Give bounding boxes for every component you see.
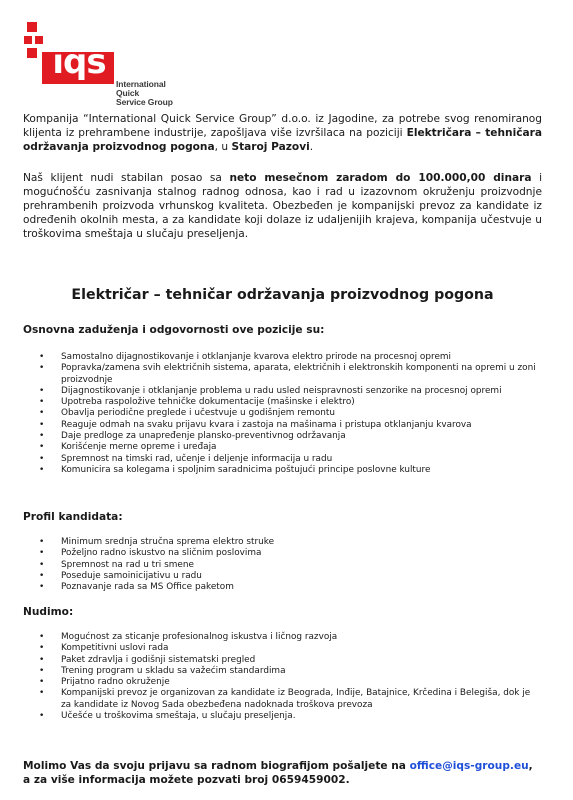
duties-heading: Osnovna zaduženja i odgovornosti ove pozicije su: (23, 324, 325, 336)
position-name: Električara – tehničara održavanja proizvodnog pogona (23, 127, 542, 154)
logo-caption (116, 80, 174, 107)
offer-list (23, 632, 542, 722)
list-item: • Samostalno dijagnostikovanje i otklanjanje kvarova elektro prirode na procesnoj opremi (23, 352, 542, 363)
logo-mark-text: iqs (52, 42, 106, 82)
footer-text: Molimo Vas da svoju prijavu sa radnom biografijom pošaljete na (23, 760, 410, 772)
list-item: • Obavlja periodične preglede i učestvuje u godišnjem remontu (23, 408, 542, 419)
document-body (23, 112, 543, 786)
list-item: • Trening program u skladu sa važećim standardima (23, 666, 542, 677)
email-link[interactable]: office@iqs-group.eu (409, 760, 529, 772)
duties-section (23, 324, 542, 476)
list-item: • Poseduje samoinicijativu u radu (23, 571, 542, 582)
list-item: • Spremnost na timski rad, učenje i deljenje informacija u radu (23, 454, 542, 465)
list-item: • Paket zdravlja i godišnji sistematski pregled (23, 655, 542, 666)
list-item: • Poželjno radno iskustvo na sličnim poslovima (23, 548, 542, 559)
profile-section (23, 511, 542, 593)
application-instructions (23, 760, 542, 787)
list-item: • Mogućnost za sticanje profesionalnog iskustva i ličnog razvoja (23, 632, 542, 643)
list-item: • Daje predloge za unapređenje plansko-preventivnog održavanja (23, 431, 542, 442)
list-item: • Korišćenje merne opreme i uređaja (23, 442, 542, 453)
list-item: • Komunicira sa kolegama i spoljnim saradnicima poštujući principe poslovne kulture (23, 465, 542, 476)
list-item: • Minimum srednja stručna sprema elektro struke (23, 537, 542, 548)
intro-paragraph-1 (23, 112, 542, 155)
intro-text: i mogućnošću zasnivanja stalnog radnog odnosa, kao i rad u izazovnom okruženju proizvodnje prehrambenih proizvoda vrhunskog kvaliteta. Obezbeđen je kompanijski prevoz za kandidate iz određenih okolnih mesta, a za kandidate koji dolaze iz udaljenijih krajeva, kompanija učestvuje u troškovima smeštaja u slučaju preseljenja. (23, 171, 543, 241)
list-item: • Poznavanje rada sa MS Office paketom (23, 582, 542, 593)
logo-caption-line2: Service Group (116, 97, 173, 107)
intro-text: Kompanija “International Quick Service Group” d.o.o. iz Jagodine, za potrebe svog renomiranog klijenta iz prehrambene industrije, zapošljava više izvršilaca na poziciji (23, 113, 542, 140)
job-title: Električar – tehničar održavanja proizvodnog pogona (71, 287, 494, 303)
company-logo (24, 22, 174, 107)
list-item: • Prijatno radno okruženje (23, 677, 542, 688)
salary-info: neto mesečnom zaradom do 100.000,00 dinara (229, 171, 532, 184)
list-item: • Spremnost na rad u tri smene (23, 560, 542, 571)
list-item: • Reaguje odmah na svaku prijavu kvara i zastoja na mašinama i pristupa otklanjanju kvarova (23, 420, 542, 431)
list-item: • Popravka/zamena svih električnih sistema, aparata, električnih i elektronskih komponenti na opremi u zoni proizvodnje (23, 363, 542, 386)
list-item: • Upotreba raspoložive tehničke dokumentacije (mašinske i elektro) (23, 397, 542, 408)
list-item: • Kompanijski prevoz je organizovan za kandidate iz Beograda, Inđije, Batajnice, Krčedina i Belegiša, dok je za kandidate iz Novog Sada obezbeđena nadoknada troškova prevoza (23, 688, 542, 711)
profile-heading: Profil kandidata: (23, 511, 123, 523)
offer-section (23, 606, 542, 722)
intro-paragraph-2 (23, 171, 542, 242)
offer-heading: Nudimo: (23, 606, 74, 618)
footer-paragraph (23, 760, 542, 787)
list-item: • Dijagnostikovanje i otklanjanje problema u radu usled neispravnosti senzorike na procesnoj opremi (23, 386, 542, 397)
profile-list (23, 537, 542, 593)
intro-text: , u (214, 141, 232, 154)
job-location: Staroj Pazovi (231, 141, 310, 154)
logo-caption-line1: International Quick (116, 79, 166, 98)
list-item: • Kompetitivni uslovi rada (23, 643, 542, 654)
footer-text: , a za više informacija možete pozvati broj 0659459002. (23, 760, 533, 786)
duties-list (23, 352, 542, 476)
intro-text: . (309, 141, 314, 154)
list-item: • Učešće u troškovima smeštaja, u slučaju preseljenja. (23, 711, 542, 722)
intro-text: Naš klijent nudi stabilan posao sa (23, 171, 230, 184)
